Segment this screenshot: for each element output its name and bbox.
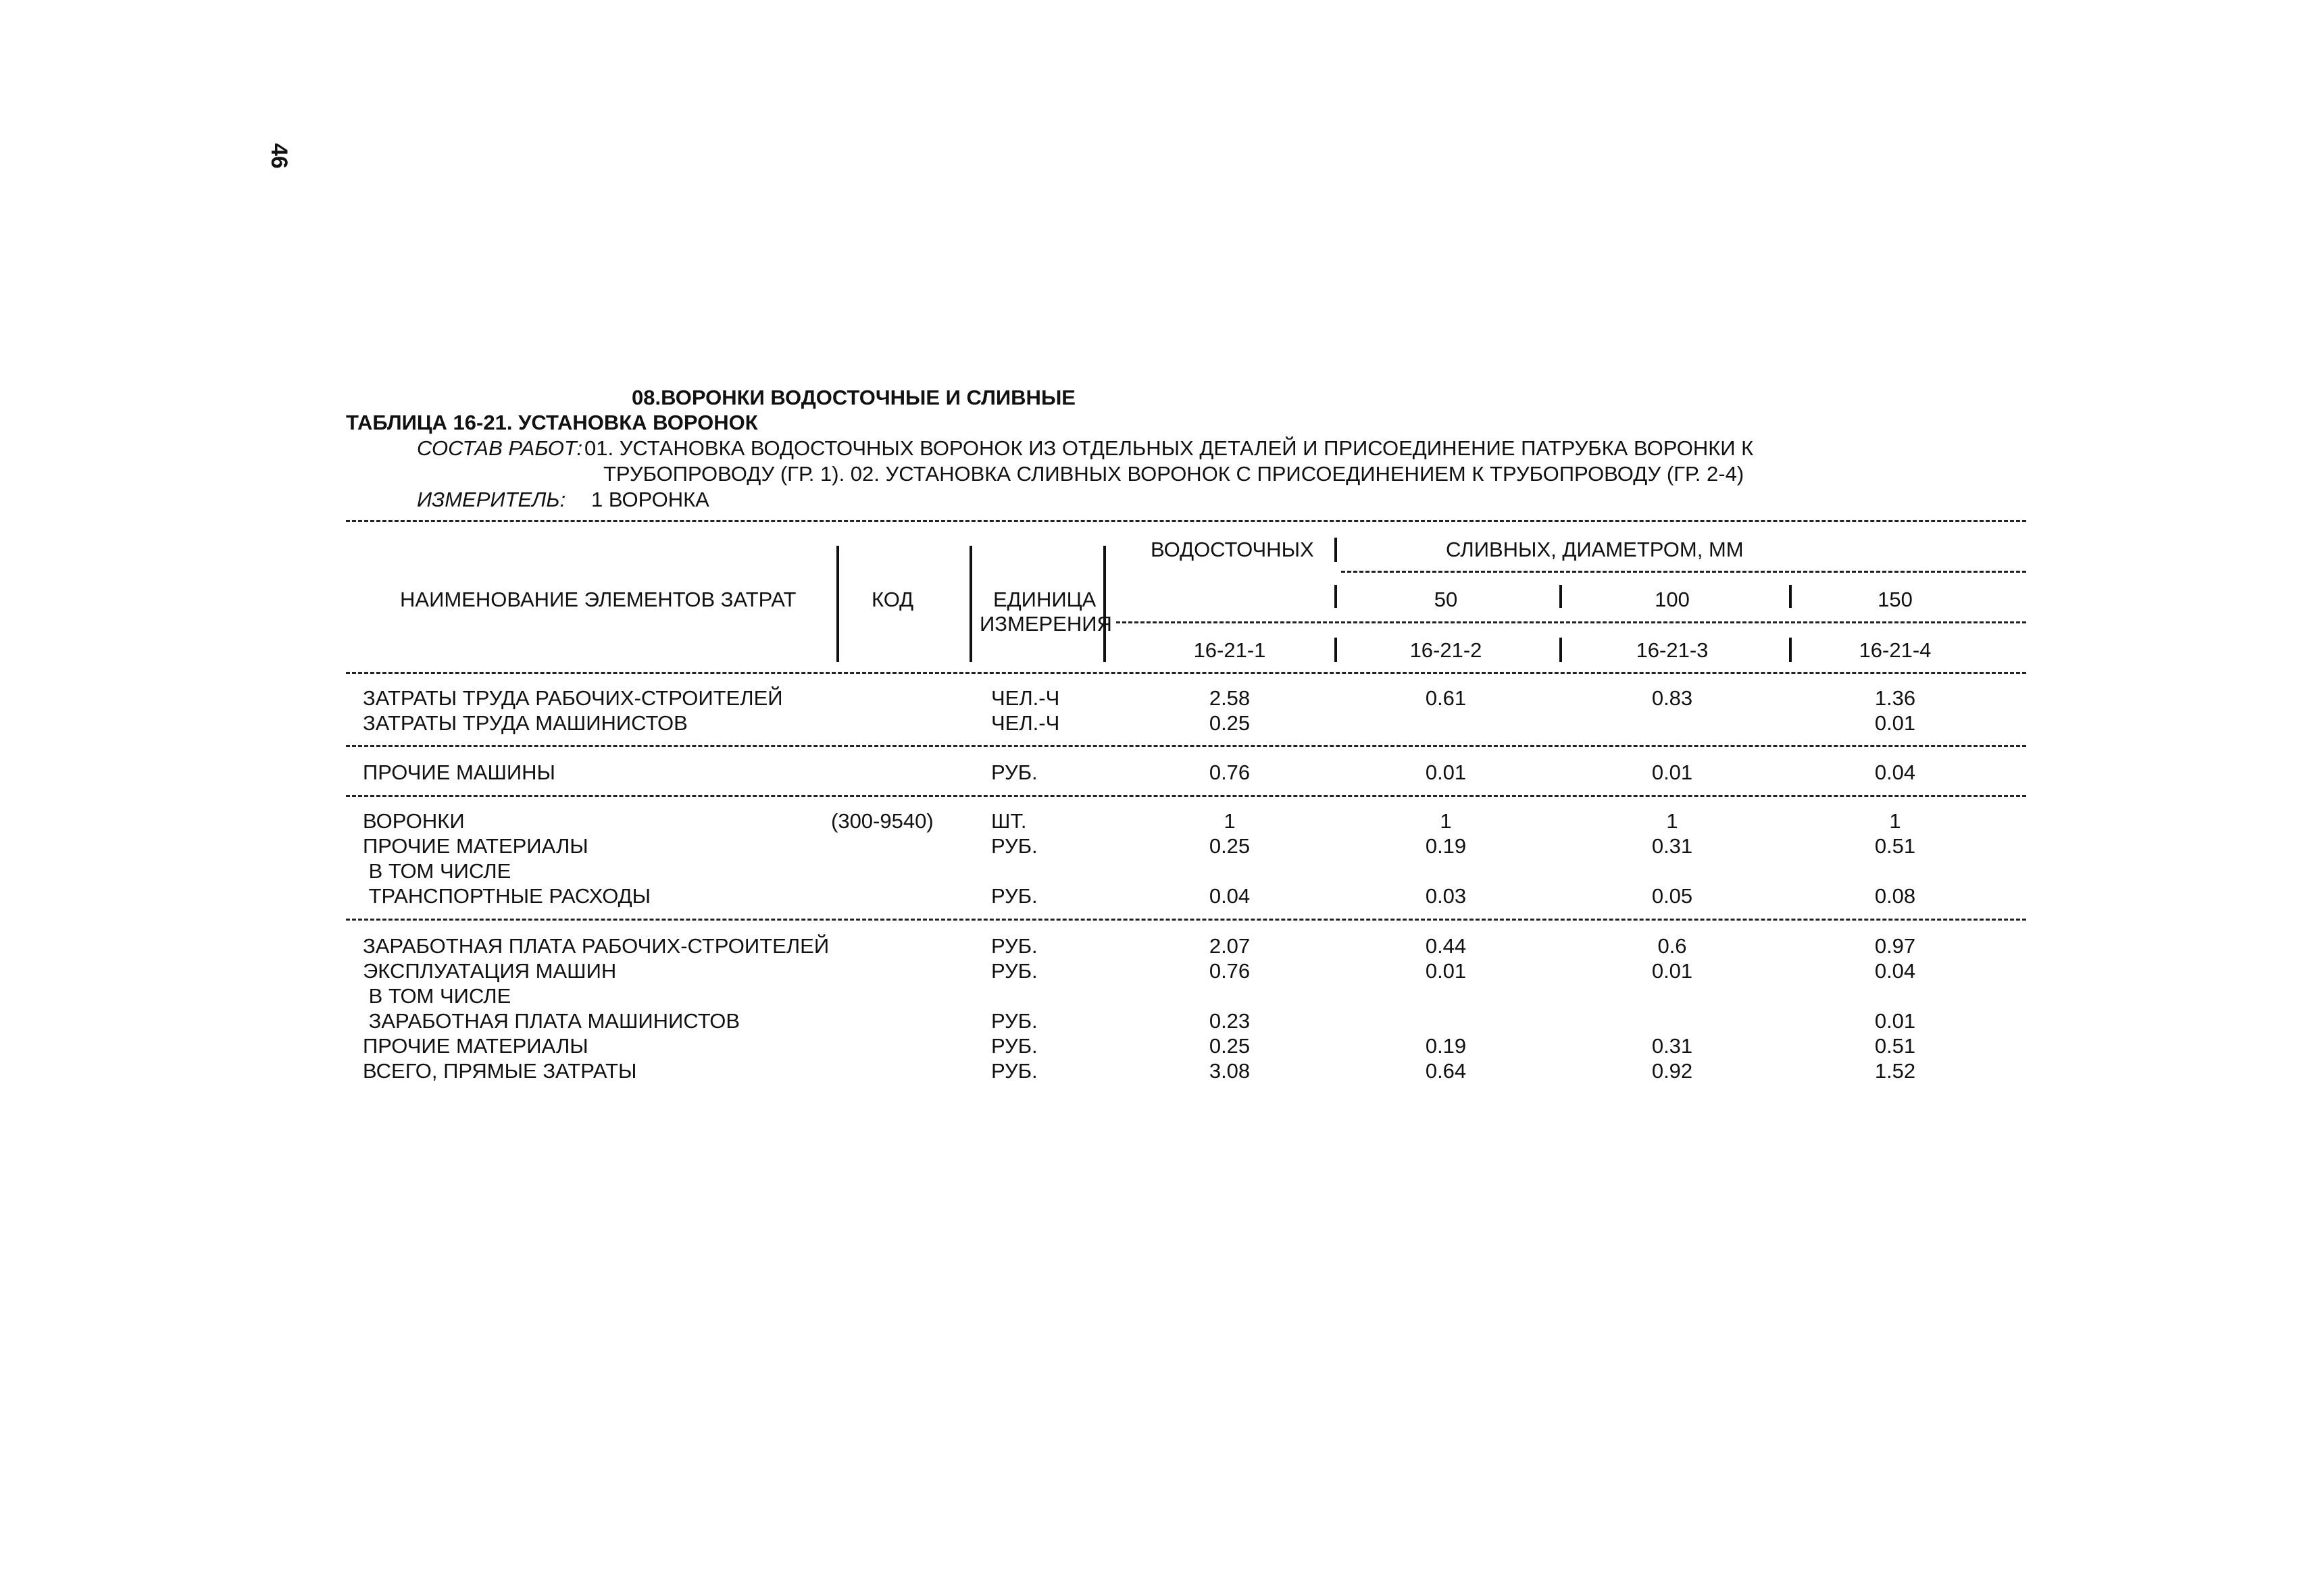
section-title: 08.ВОРОНКИ ВОДОСТОЧНЫЕ И СЛИВНЫЕ xyxy=(632,386,1076,409)
row-name: ТРАНСПОРТНЫЕ РАСХОДЫ xyxy=(363,884,651,908)
header-divider xyxy=(1789,638,1792,662)
header-divider xyxy=(1334,585,1337,608)
row-value: 0.25 xyxy=(1209,711,1251,735)
header-divider xyxy=(836,546,839,662)
header-rate-code: 16-21-2 xyxy=(1409,638,1482,662)
row-unit: ЧЕЛ.-Ч xyxy=(991,711,1060,735)
work-label: СОСТАВ РАБОТ: xyxy=(417,436,583,460)
row-unit: РУБ. xyxy=(991,959,1038,983)
row-value: 0.6 xyxy=(1657,934,1687,958)
header-divider xyxy=(1334,538,1337,562)
row-value: 0.64 xyxy=(1425,1059,1467,1083)
row-value: 0.05 xyxy=(1651,884,1693,908)
row-unit: РУБ. xyxy=(991,1009,1038,1033)
row-value: 0.19 xyxy=(1425,834,1467,858)
row-value: 0.01 xyxy=(1874,711,1916,735)
work-description-line-2: ТРУБОПРОВОДУ (ГР. 1). 02. УСТАНОВКА СЛИВНЫХ ВОРОНОК С ПРИСОЕДИНЕНИЕМ К ТРУБОПРОВОДУ (ГР. 2-4) xyxy=(603,462,1744,486)
header-divider xyxy=(1559,638,1562,662)
row-name: ЗАТРАТЫ ТРУДА РАБОЧИХ-СТРОИТЕЛЕЙ xyxy=(363,686,783,710)
row-unit: РУБ. xyxy=(991,834,1038,858)
row-value: 2.58 xyxy=(1209,686,1251,710)
header-divider xyxy=(1334,638,1337,662)
row-value: 0.19 xyxy=(1425,1034,1467,1058)
row-value: 1 xyxy=(1666,809,1678,833)
row-value: 0.25 xyxy=(1209,1034,1251,1058)
row-value: 0.31 xyxy=(1651,1034,1693,1058)
row-value: 0.51 xyxy=(1874,1034,1916,1058)
page-number: 46 xyxy=(266,143,292,169)
row-name: ЗАТРАТЫ ТРУДА МАШИНИСТОВ xyxy=(363,711,688,735)
row-value: 0.44 xyxy=(1425,934,1467,958)
header-group-drain: ВОДОСТОЧНЫХ xyxy=(1151,538,1314,561)
header-divider xyxy=(1789,585,1792,608)
row-unit: РУБ. xyxy=(991,934,1038,958)
group-rule xyxy=(346,795,2026,797)
row-value: 0.97 xyxy=(1874,934,1916,958)
row-value: 1.52 xyxy=(1874,1059,1916,1083)
header-diameter: 150 xyxy=(1878,588,1913,611)
row-value: 0.31 xyxy=(1651,834,1693,858)
row-value: 0.03 xyxy=(1425,884,1467,908)
row-value: 3.08 xyxy=(1209,1059,1251,1083)
row-name: ВСЕГО, ПРЯМЫЕ ЗАТРАТЫ xyxy=(363,1059,637,1083)
header-divider xyxy=(1559,585,1562,608)
header-diameter: 50 xyxy=(1434,588,1458,611)
header-rate-code: 16-21-3 xyxy=(1636,638,1709,662)
row-value: 0.04 xyxy=(1874,959,1916,983)
header-divider xyxy=(970,546,972,662)
row-value: 1 xyxy=(1889,809,1901,833)
row-unit: РУБ. xyxy=(991,1034,1038,1058)
row-name: ВОРОНКИ xyxy=(363,809,465,833)
row-name: ПРОЧИЕ МАШИНЫ xyxy=(363,761,555,784)
row-value: 2.07 xyxy=(1209,934,1251,958)
row-value: 0.25 xyxy=(1209,834,1251,858)
row-value: 0.76 xyxy=(1209,959,1251,983)
row-name: ПРОЧИЕ МАТЕРИАЛЫ xyxy=(363,1034,588,1058)
header-name: НАИМЕНОВАНИЕ ЭЛЕМЕНТОВ ЗАТРАТ xyxy=(400,588,797,611)
row-value: 0.01 xyxy=(1874,1009,1916,1033)
row-value: 0.01 xyxy=(1425,761,1467,784)
row-value: 0.01 xyxy=(1425,959,1467,983)
header-code-rule xyxy=(1116,621,2026,623)
row-value: 0.04 xyxy=(1874,761,1916,784)
row-value: 1.36 xyxy=(1874,686,1916,710)
header-rate-code: 16-21-1 xyxy=(1193,638,1266,662)
row-value: 0.61 xyxy=(1425,686,1467,710)
header-sink-rule xyxy=(1341,571,2026,573)
row-value: 0.01 xyxy=(1651,761,1693,784)
row-code: (300-9540) xyxy=(831,809,934,833)
header-group-sink: СЛИВНЫХ, ДИАМЕТРОМ, ММ xyxy=(1446,538,1744,561)
row-unit: РУБ. xyxy=(991,884,1038,908)
row-name: В ТОМ ЧИСЛЕ xyxy=(363,984,511,1008)
header-top-rule xyxy=(346,520,2026,522)
row-value: 0.76 xyxy=(1209,761,1251,784)
row-value: 0.83 xyxy=(1651,686,1693,710)
header-rate-code: 16-21-4 xyxy=(1859,638,1932,662)
row-value: 0.23 xyxy=(1209,1009,1251,1033)
row-value: 0.92 xyxy=(1651,1059,1693,1083)
row-value: 1 xyxy=(1224,809,1236,833)
header-bottom-rule xyxy=(346,672,2026,674)
row-value: 1 xyxy=(1440,809,1452,833)
group-rule xyxy=(346,745,2026,747)
row-name: ПРОЧИЕ МАТЕРИАЛЫ xyxy=(363,834,588,858)
row-name: ЗАРАБОТНАЯ ПЛАТА МАШИНИСТОВ xyxy=(363,1009,740,1033)
meter-value: 1 ВОРОНКА xyxy=(591,488,709,511)
row-name: ЗАРАБОТНАЯ ПЛАТА РАБОЧИХ-СТРОИТЕЛЕЙ xyxy=(363,934,830,958)
row-unit: ЧЕЛ.-Ч xyxy=(991,686,1060,710)
row-value: 0.04 xyxy=(1209,884,1251,908)
work-description-line-1: 01. УСТАНОВКА ВОДОСТОЧНЫХ ВОРОНОК ИЗ ОТДЕЛЬНЫХ ДЕТАЛЕЙ И ПРИСОЕДИНЕНИЕ ПАТРУБКА ВОРОНКИ К xyxy=(584,436,1754,460)
header-diameter: 100 xyxy=(1655,588,1690,611)
header-unit-line-2: ИЗМЕРЕНИЯ xyxy=(980,612,1112,636)
row-value: 0.01 xyxy=(1651,959,1693,983)
table-title: ТАБЛИЦА 16-21. УСТАНОВКА ВОРОНОК xyxy=(346,411,758,434)
row-value: 0.08 xyxy=(1874,884,1916,908)
row-unit: ШТ. xyxy=(991,809,1027,833)
row-name: В ТОМ ЧИСЛЕ xyxy=(363,859,511,883)
row-unit: РУБ. xyxy=(991,1059,1038,1083)
meter-label: ИЗМЕРИТЕЛЬ: xyxy=(417,488,566,511)
row-unit: РУБ. xyxy=(991,761,1038,784)
header-unit-line-1: ЕДИНИЦА xyxy=(993,588,1097,611)
row-value: 0.51 xyxy=(1874,834,1916,858)
header-divider xyxy=(1103,546,1106,662)
header-code: КОД xyxy=(872,588,914,611)
group-rule xyxy=(346,919,2026,921)
row-name: ЭКСПЛУАТАЦИЯ МАШИН xyxy=(363,959,617,983)
